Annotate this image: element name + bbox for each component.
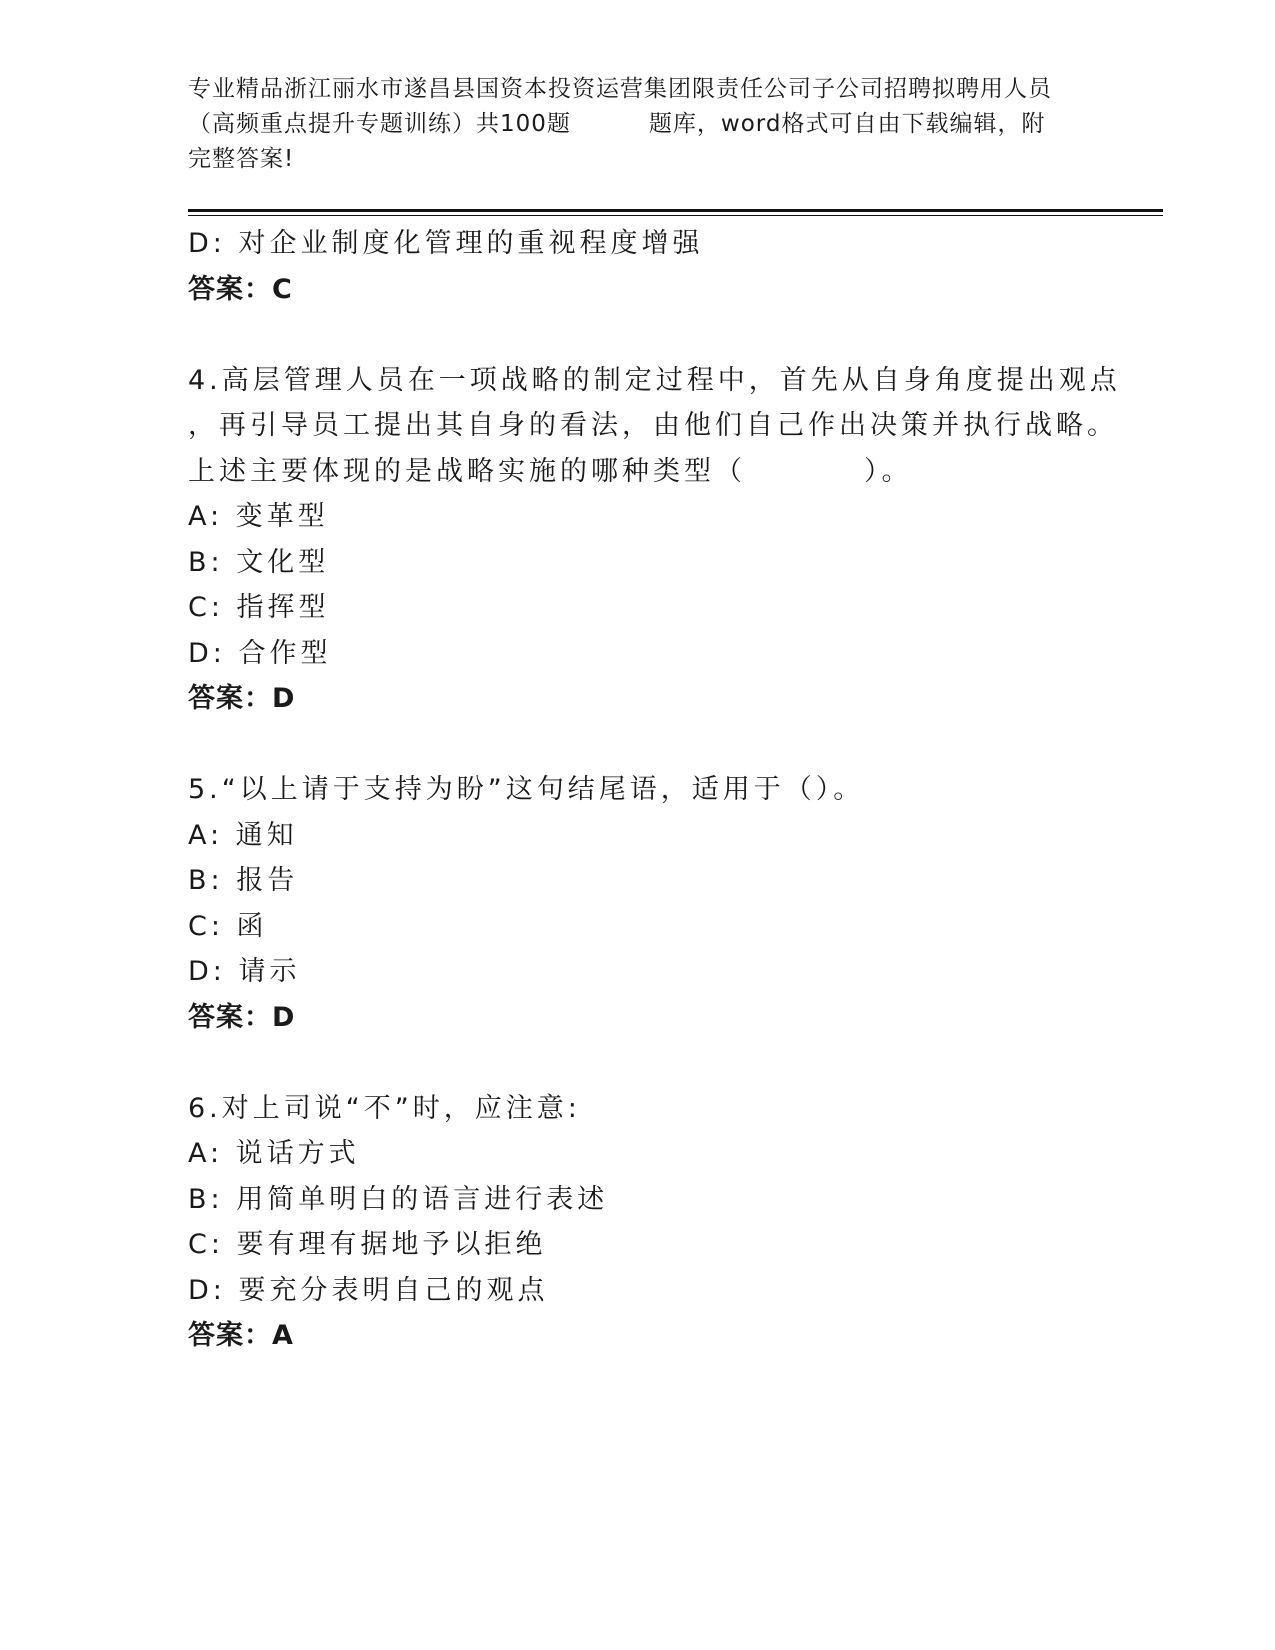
- header-title-line-2a: （高频重点提升专题训练）共100题: [188, 111, 571, 137]
- q3-option-d: D: 对企业制度化管理的重视程度增强: [188, 228, 704, 259]
- q4-stem-line-2: ，再引导员工提出其自身的看法，由他们自己作出决策并执行战略。: [188, 410, 1118, 441]
- q4-option-a: A: 变革型: [188, 501, 329, 532]
- q6-stem: 6.对上司说“不”时，应注意:: [188, 1092, 581, 1124]
- q5-option-d: D: 请示: [188, 956, 301, 987]
- q4-stem-line-1: 4.高层管理人员在一项战略的制定过程中，首先从自身角度提出观点: [188, 364, 1121, 396]
- q6-option-c: C: 要有理有据地予以拒绝: [188, 1229, 547, 1260]
- q4-option-c: C: 指挥型: [188, 592, 330, 623]
- q6-option-d: D: 要充分表明自己的观点: [188, 1274, 549, 1306]
- q4-option-d: D: 合作型: [188, 637, 332, 669]
- q4-option-b: B: 文化型: [188, 546, 330, 578]
- header-divider-thick: [188, 209, 1163, 212]
- q4-answer: 答案：D: [188, 683, 296, 714]
- q5-option-b: B: 报告: [188, 865, 299, 896]
- q5-answer: 答案：D: [188, 1001, 296, 1033]
- header-title-line-2b: 题库，word格式可自由下载编辑，附: [648, 111, 1046, 137]
- q4-stem-line-3b: ）。: [864, 455, 913, 487]
- document-header: [188, 72, 1088, 177]
- header-title-line-3: 完整答案!: [188, 146, 295, 172]
- header-title-line-2: [188, 107, 1088, 142]
- q6-option-b: B: 用简单明白的语言进行表述: [188, 1183, 609, 1215]
- q5-option-c: C: 函: [188, 910, 268, 942]
- q5-option-a: A: 通知: [188, 819, 298, 851]
- q4-stem-line-3: [188, 449, 1148, 495]
- q5-stem: 5.“以上请于支持为盼”这句结尾语，适用于（）。: [188, 774, 865, 805]
- q4-stem-line-3a: 上述主要体现的是战略实施的哪种类型（: [188, 455, 746, 487]
- header-title-line-1: 专业精品浙江丽水市遂昌县国资本投资运营集团限责任公司子公司招聘拟聘用人员: [188, 76, 1052, 102]
- question-content: [188, 221, 1148, 1359]
- header-divider-thin: [188, 215, 1163, 216]
- q6-answer: 答案：A: [188, 1320, 294, 1351]
- q6-option-a: A: 说话方式: [188, 1138, 360, 1169]
- q3-answer: 答案：C: [188, 273, 293, 305]
